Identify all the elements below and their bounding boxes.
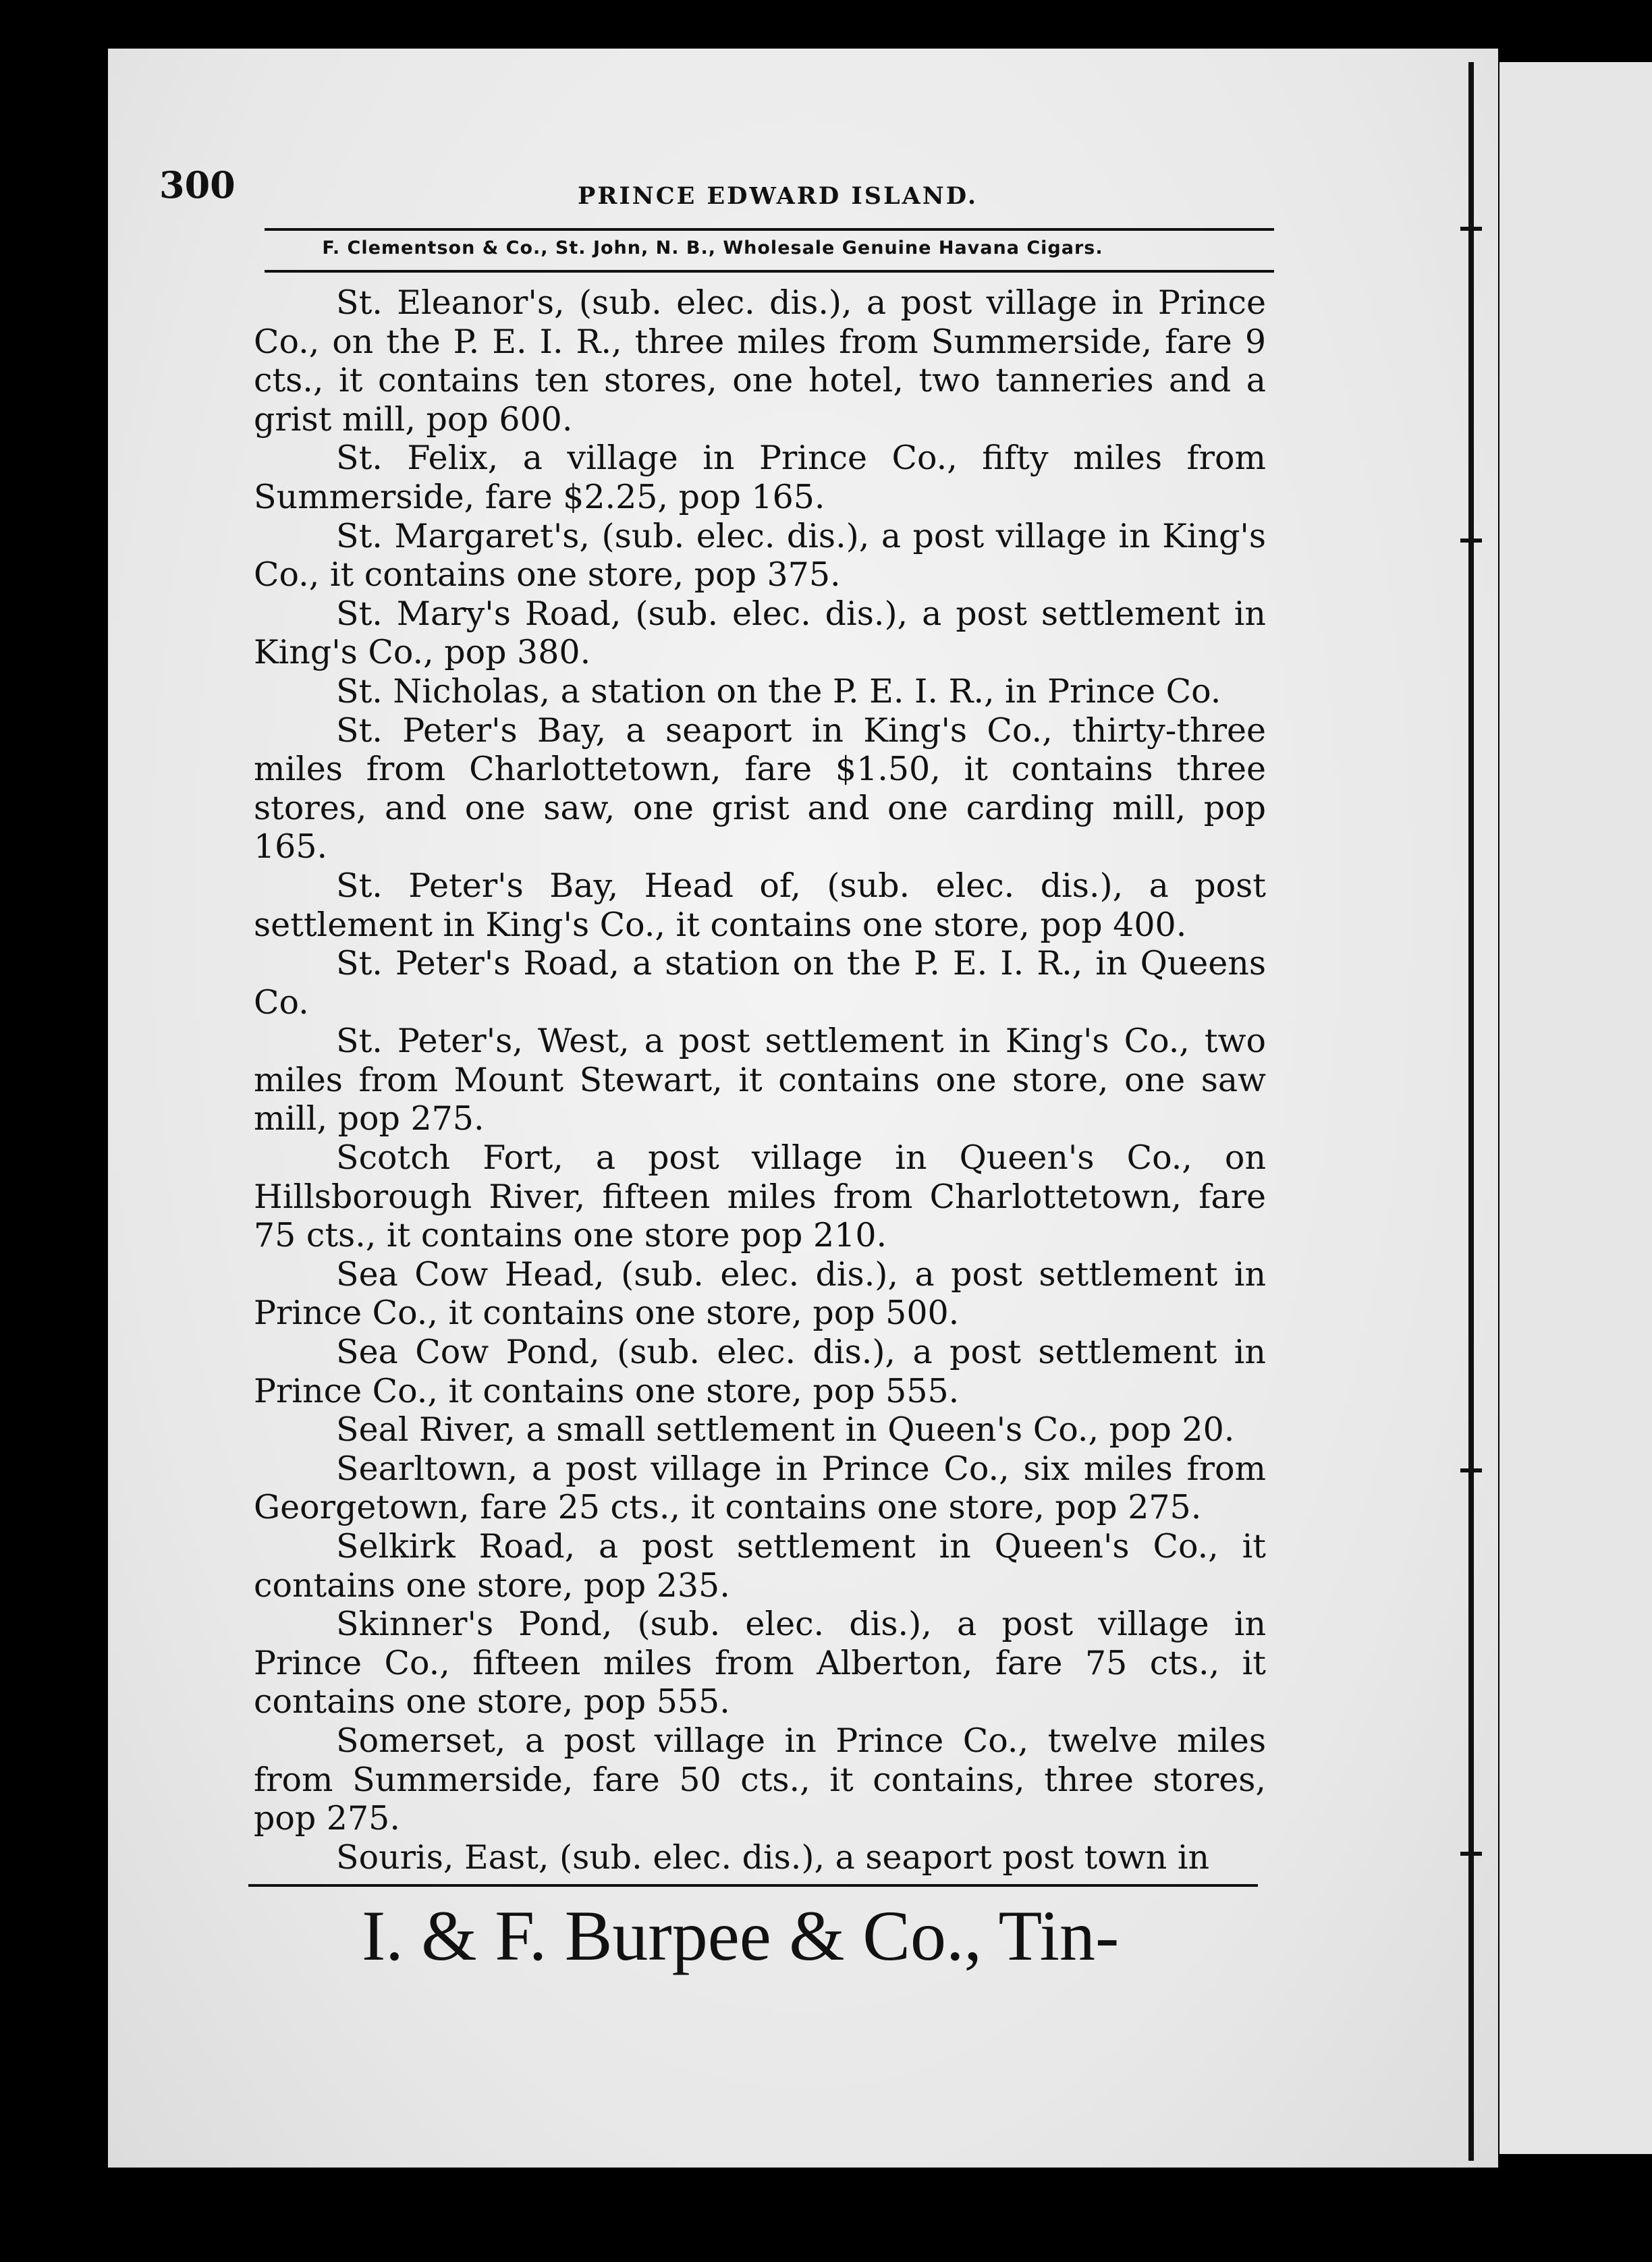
facing-page-rule bbox=[1468, 62, 1474, 2161]
rule-tick bbox=[1460, 1468, 1482, 1472]
entry: St. Felix, a village in Prince Co., fifty miles from Summerside, fare $2.25, pop 165. bbox=[254, 439, 1266, 516]
page-header bbox=[159, 163, 1279, 211]
rule-tick bbox=[1460, 539, 1482, 543]
facing-page-edge bbox=[1499, 62, 1652, 2154]
entry: St. Peter's Road, a station on the P. E. I. R., in Queens Co. bbox=[254, 944, 1266, 1022]
rule-tick bbox=[1460, 227, 1482, 231]
entry: Selkirk Road, a post settlement in Queen's Co., it contains one store, pop 235. bbox=[254, 1527, 1266, 1605]
entry: St. Peter's, West, a post settlement in King's Co., two miles from Mount Stewart, it contains one store, one saw mill, pop 275. bbox=[254, 1022, 1266, 1138]
header-rule-bottom bbox=[265, 270, 1274, 273]
top-advertisement: F. Clementson & Co., St. John, N. B., Wholesale Genuine Havana Cigars. bbox=[322, 238, 1103, 258]
entry: Sea Cow Pond, (sub. elec. dis.), a post settlement in Prince Co., it contains one store, pop 555. bbox=[254, 1333, 1266, 1410]
entry: St. Peter's Bay, a seaport in King's Co., thirty-three miles from Charlottetown, fare $1.50, it contains three stores, and one saw, one grist and one carding mill, pop 165. bbox=[254, 711, 1266, 866]
bottom-advertisement: I. & F. Burpee & Co., Tin- bbox=[362, 1896, 1120, 1975]
entry: St. Mary's Road, (sub. elec. dis.), a post settlement in King's Co., pop 380. bbox=[254, 594, 1266, 672]
rule-tick bbox=[1460, 1852, 1482, 1856]
footer-rule bbox=[248, 1884, 1258, 1887]
entry: Seal River, a small settlement in Queen's Co., pop 20. bbox=[336, 1410, 1235, 1450]
entry: Souris, East, (sub. elec. dis.), a seaport post town in bbox=[336, 1838, 1210, 1877]
entry: Somerset, a post village in Prince Co., twelve miles from Summerside, fare 50 cts., it contains, three stores, pop 275. bbox=[254, 1721, 1266, 1838]
gazetteer-entries bbox=[254, 283, 1266, 1877]
entry: St. Eleanor's, (sub. elec. dis.), a post village in Prince Co., on the P. E. I. R., three miles from Summerside, fare 9 cts., it contains ten stores, one hotel, two tanneries and a grist mill, pop 600. bbox=[254, 283, 1266, 439]
page-number: 300 bbox=[159, 163, 236, 206]
entry: Scotch Fort, a post village in Queen's Co., on Hillsborough River, fifteen miles from Charlottetown, fare 75 cts., it contains one store pop 210. bbox=[254, 1138, 1266, 1255]
header-rule-top bbox=[265, 228, 1274, 231]
entry: St. Margaret's, (sub. elec. dis.), a post village in King's Co., it contains one store, pop 375. bbox=[254, 516, 1266, 595]
entry: St. Peter's Bay, Head of, (sub. elec. dis.), a post settlement in King's Co., it contains one store, pop 400. bbox=[254, 866, 1266, 944]
entry: Skinner's Pond, (sub. elec. dis.), a post village in Prince Co., fifteen miles from Alberton, fare 75 cts., it contains one store, pop 555. bbox=[254, 1605, 1266, 1721]
entry: St. Nicholas, a station on the P. E. I. R., in Prince Co. bbox=[336, 671, 1221, 711]
entry: Searltown, a post village in Prince Co., six miles from Georgetown, fare 25 cts., it contains one store, pop 275. bbox=[254, 1449, 1266, 1527]
running-title: PRINCE EDWARD ISLAND. bbox=[578, 182, 979, 210]
entry: Sea Cow Head, (sub. elec. dis.), a post settlement in Prince Co., it contains one store, pop 500. bbox=[254, 1254, 1266, 1333]
